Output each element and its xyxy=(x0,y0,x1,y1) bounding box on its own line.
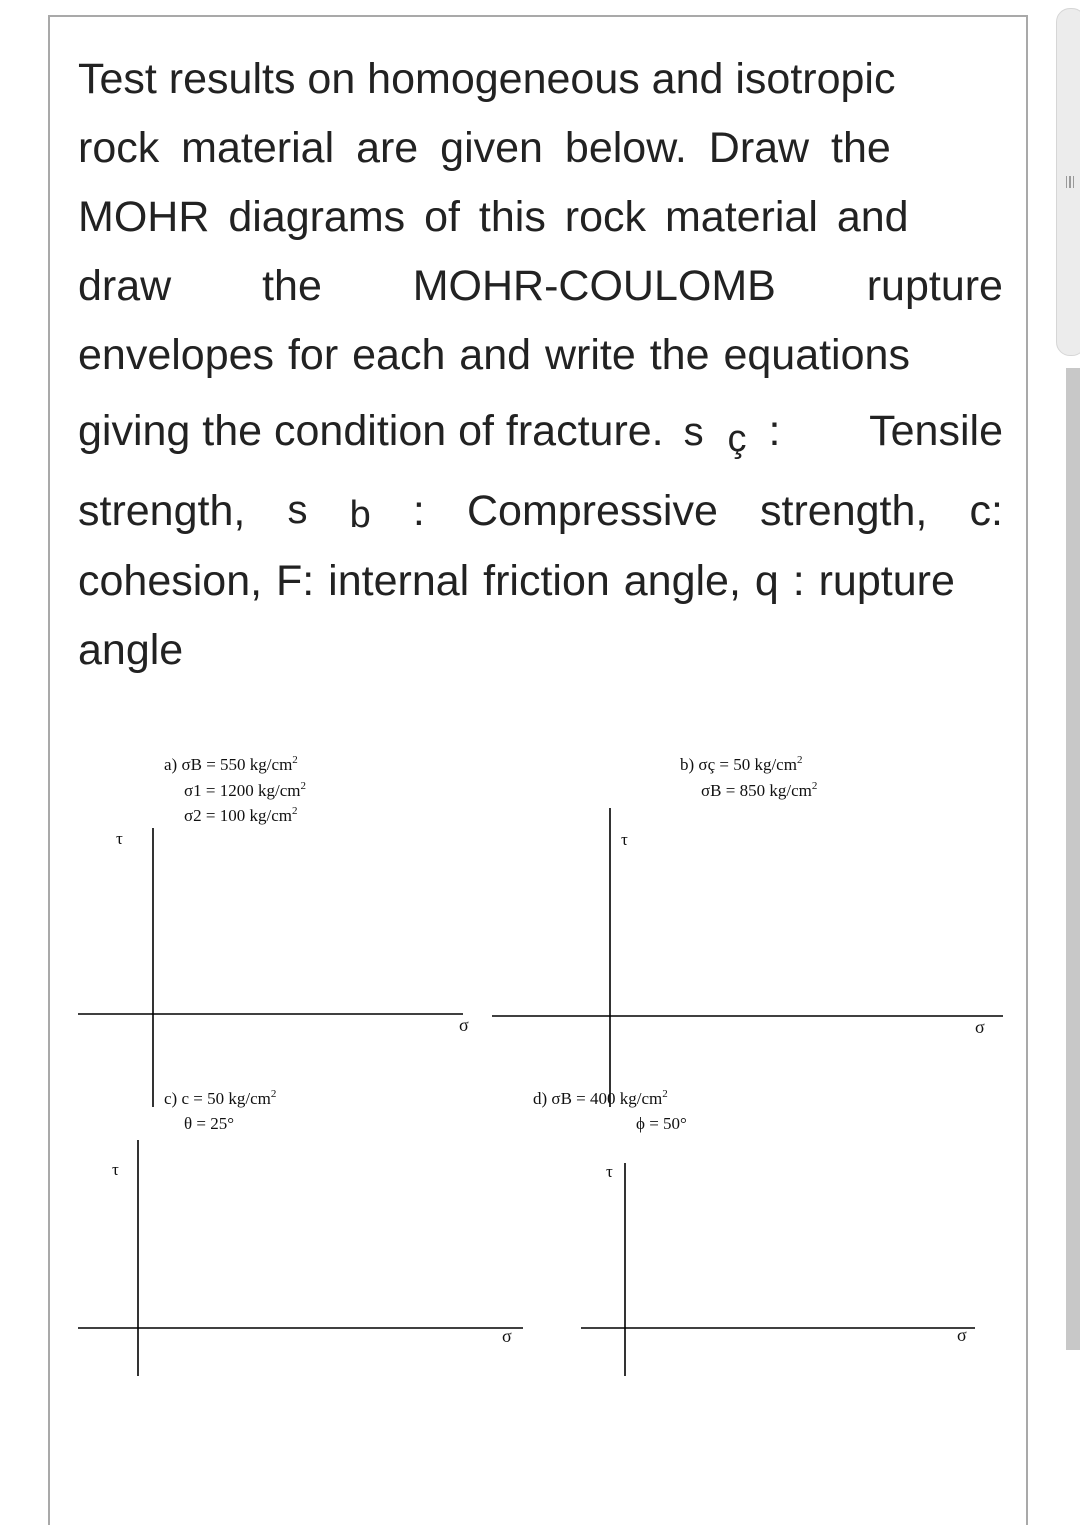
word-the: the xyxy=(262,262,322,310)
diagram-c-line-2: θ = 25° xyxy=(184,1114,235,1133)
diagram-a-line-1 xyxy=(164,754,298,774)
diagram-d-sigma-label: σ xyxy=(957,1325,967,1345)
line7-strength: strength, xyxy=(78,487,246,535)
diagram-a-tau-label: τ xyxy=(116,829,123,848)
word-draw: draw xyxy=(78,262,172,310)
question-line-8: cohesion, F: internal friction angle, q : rupture xyxy=(78,557,955,605)
diagram-a-sup-1: 2 xyxy=(292,754,298,766)
question-line-3: MOHR diagrams of this rock material and xyxy=(78,193,909,241)
question-line-5: envelopes for each and write the equations xyxy=(78,331,910,379)
word-tensile: Tensile xyxy=(869,407,1003,455)
diagram-b-line-1 xyxy=(680,754,802,774)
question-line-1: Test results on homogeneous and isotropic xyxy=(78,55,896,103)
diagram-d-line-1 xyxy=(533,1088,668,1108)
diagram-a-sigma-label: σ xyxy=(459,1015,469,1035)
diagram-c-line-1 xyxy=(164,1088,276,1108)
line7-colon: : xyxy=(412,487,425,535)
diagram-a-line-1-text: a) σB = 550 kg/cm xyxy=(164,755,293,774)
diagram-d-line-2: ϕ = 50° xyxy=(636,1114,687,1133)
line6-text: giving the condition of fracture. xyxy=(78,407,664,455)
diagram-b-sup-1: 2 xyxy=(796,754,803,766)
diagram-a-line-3 xyxy=(184,805,298,825)
sigma-subscript-b: b xyxy=(349,494,371,536)
diagram-d-line-1-text: d) σB = 400 kg/cm xyxy=(533,1089,663,1108)
diagram-b-sup-2: 2 xyxy=(811,780,818,792)
diagram-b-tau-label: τ xyxy=(621,830,628,849)
diagram-c-sigma-label: σ xyxy=(502,1326,512,1346)
diagram-c-sup-1: 2 xyxy=(270,1088,277,1100)
diagram-b-line-2 xyxy=(701,780,817,800)
diagram-d-sup-1: 2 xyxy=(662,1088,668,1100)
word-c: c: xyxy=(969,487,1003,535)
diagram-b-line-1-text: b) σç = 50 kg/cm xyxy=(680,755,797,774)
word-rupture: rupture xyxy=(866,262,1003,310)
diagram-d-tau-label: τ xyxy=(606,1162,613,1181)
diagram-a-line-2-text: σ1 = 1200 kg/cm xyxy=(184,781,301,800)
diagram-a-line-3-text: σ2 = 100 kg/cm xyxy=(184,806,292,825)
question-line-9: angle xyxy=(78,626,184,674)
diagram-b-line-2-text: σB = 850 kg/cm xyxy=(701,781,812,800)
diagram-a-sup-3: 2 xyxy=(292,805,298,817)
line6-colon: : xyxy=(768,407,781,455)
sigma-subscript-c: ç xyxy=(727,418,747,460)
diagram-c-tau-label: τ xyxy=(112,1160,119,1179)
word-compressive: Compressive xyxy=(466,487,718,535)
line7-strength-2: strength, xyxy=(760,487,928,535)
diagram-a-sup-2: 2 xyxy=(300,780,306,792)
word-mohr-coulomb: MOHR-COULOMB xyxy=(412,262,776,310)
diagram-a-line-2 xyxy=(184,780,306,800)
diagram-b-sigma-label: σ xyxy=(975,1017,985,1037)
sigma-symbol: s xyxy=(683,410,704,454)
question-line-2: rock material are given below. Draw the xyxy=(78,124,891,172)
sigma-symbol-b: s xyxy=(287,488,308,532)
diagram-c-line-1-text: c) c = 50 kg/cm xyxy=(164,1089,271,1108)
